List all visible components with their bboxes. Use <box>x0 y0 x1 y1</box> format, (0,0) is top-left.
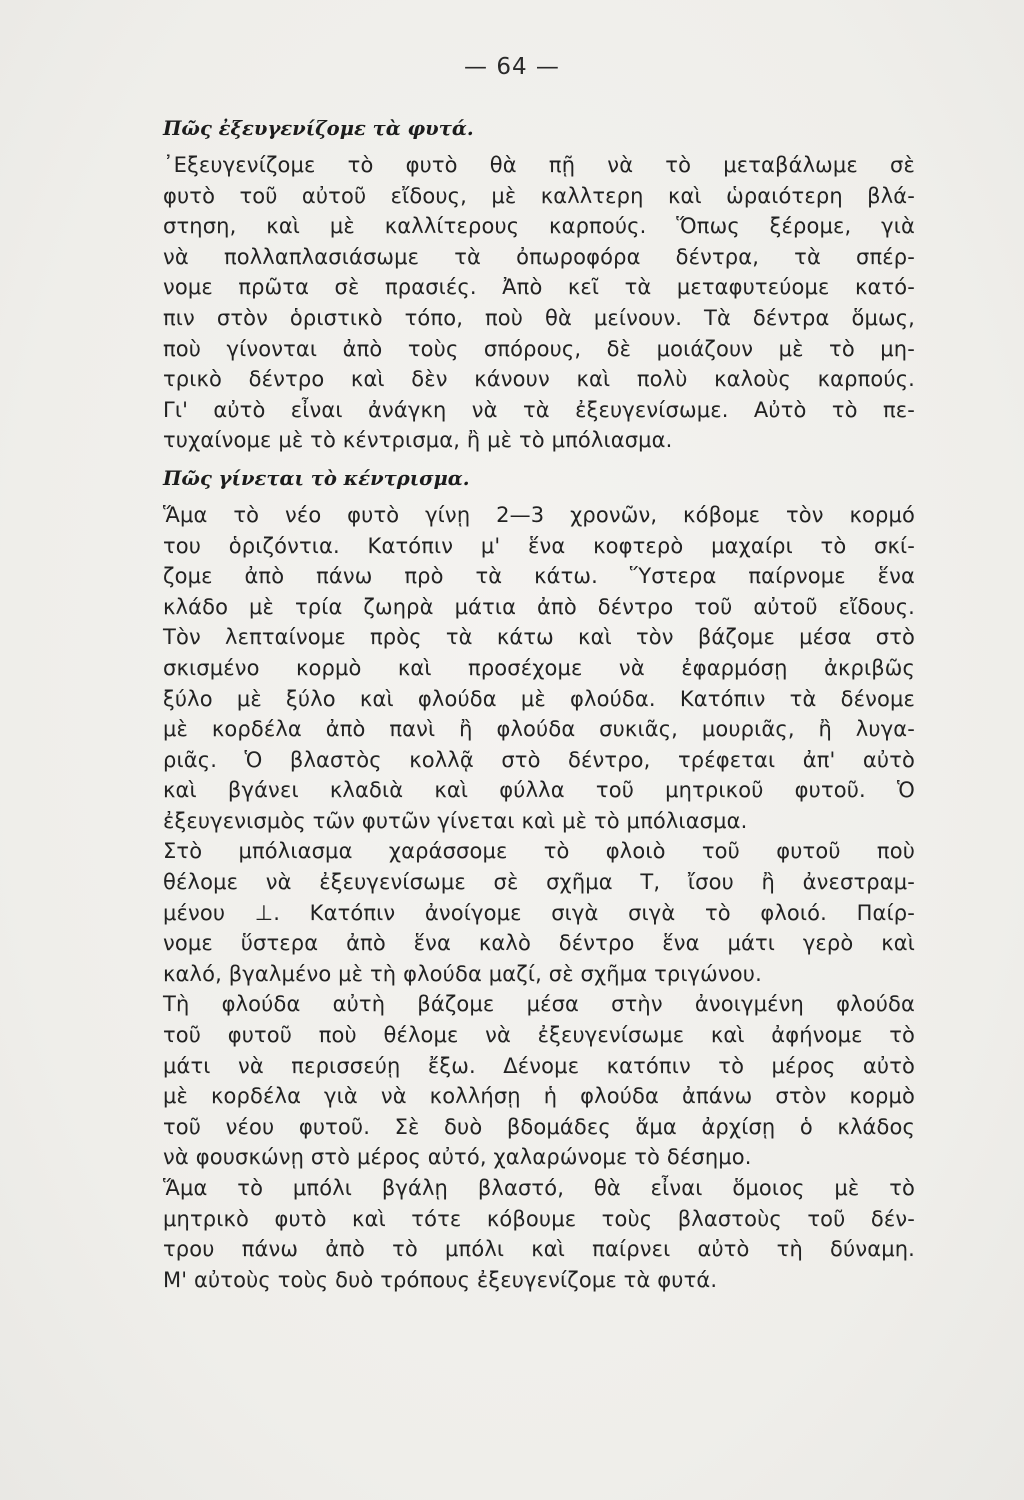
text-line: ᾿Εξευγενίζομε τὸ φυτὸ θὰ πῇ νὰ τὸ μεταβάλωμε σὲ <box>163 153 915 177</box>
text-line: τρικὸ δέντρο καὶ δὲν κάνουν καὶ πολὺ καλοὺς καρπούς. <box>163 367 915 392</box>
page-number: — 64 — <box>464 54 560 80</box>
text-line: ἐξευγενισμὸς τῶν φυτῶν γίνεται καὶ μὲ τὸ μπόλιασμα. <box>163 808 748 833</box>
text-line: μένου ⊥. Κατόπιν ἀνοίγομε σιγὰ σιγὰ τὸ φλοιό. Παίρ- <box>163 900 915 925</box>
text-line: καὶ βγάνει κλαδιὰ καὶ φύλλα τοῦ μητρικοῦ φυτοῦ. Ὁ <box>163 778 915 803</box>
text-line: Τὴ φλούδα αὐτὴ βάζομε μέσα στὴν ἀνοιγμένη φλούδα <box>163 992 915 1017</box>
text-line: Στὸ μπόλιασμα χαράσσομε τὸ φλοιὸ τοῦ φυτοῦ ποὺ <box>163 839 915 864</box>
text-line: Γι' αὐτὸ εἶναι ἀνάγκη νὰ τὰ ἐξευγενίσωμε. Αὐτὸ τὸ πε- <box>163 397 915 422</box>
section-1-paragraph <box>163 150 915 456</box>
text-line: Ἅμα τὸ νέο φυτὸ γίνῃ 2—3 χρονῶν, κόβομε τὸν κορμό <box>163 502 915 527</box>
text-line: κλάδο μὲ τρία ζωηρὰ μάτια ἀπὸ δέντρο τοῦ αὐτοῦ εἴδους. <box>163 594 915 619</box>
text-line: ποὺ γίνονται ἀπὸ τοὺς σπόρους, δὲ μοιάζουν μὲ τὸ μη- <box>163 336 915 361</box>
text-line: πιν στὸν ὁριστικὸ τόπο, ποὺ θὰ μείνουν. Τὰ δέντρα ὅμως, <box>163 305 915 330</box>
text-line: τυχαίνομε μὲ τὸ κέντρισμα, ἢ μὲ τὸ μπόλιασμα. <box>163 428 673 453</box>
text-line: ριᾶς. Ὁ βλαστὸς κολλᾷ στὸ δέντρο, τρέφεται ἀπ' αὐτὸ <box>163 747 915 772</box>
text-line: τοῦ νέου φυτοῦ. Σὲ δυὸ βδομάδες ἅμα ἀρχίσῃ ὁ κλάδος <box>163 1114 915 1139</box>
text-line: ξύλο μὲ ξύλο καὶ φλούδα μὲ φλούδα. Κατόπιν τὰ δένομε <box>163 686 915 711</box>
text-line: στηση, καὶ μὲ καλλίτερους καρπούς. Ὅπως ξέρομε, γιὰ <box>163 214 915 239</box>
text-line: ζομε ἀπὸ πάνω πρὸ τὰ κάτω. Ὕστερα παίρνομε ἕνα <box>163 564 915 589</box>
section-heading-2: Πῶς γίνεται τὸ κέντρισμα. <box>163 466 470 490</box>
text-line: μητρικὸ φυτὸ καὶ τότε κόβουμε τοὺς βλαστοὺς τοῦ δέν- <box>163 1206 915 1231</box>
text-line: Τὸν λεπταίνομε πρὸς τὰ κάτω καὶ τὸν βάζομε μέσα στὸ <box>163 625 915 650</box>
text-line: νὰ πολλαπλασιάσωμε τὰ ὀπωροφόρα δέντρα, τὰ σπέρ- <box>163 244 915 269</box>
text-line: τρου πάνω ἀπὸ τὸ μπόλι καὶ παίρνει αὐτὸ τὴ δύναμη. <box>163 1237 915 1262</box>
text-line: μάτι νὰ περισσεύῃ ἔξω. Δένομε κατόπιν τὸ μέρος αὐτὸ <box>163 1053 915 1078</box>
text-line: φυτὸ τοῦ αὐτοῦ εἴδους, μὲ καλλτερη καὶ ὡραιότερη βλά- <box>163 183 915 208</box>
text-line: νομε πρῶτα σὲ πρασιές. Ἀπὸ κεῖ τὰ μεταφυτεύομε κατό- <box>163 275 915 300</box>
text-line: θέλομε νὰ ἐξευγενίσωμε σὲ σχῆμα Τ, ἴσου ἢ ἀνεστραμ- <box>163 870 915 895</box>
text-line: καλό, βγαλμένο μὲ τὴ φλούδα μαζί, σὲ σχῆμα τριγώνου. <box>163 961 762 986</box>
text-line: Ἅμα τὸ μπόλι βγάλῃ βλαστό, θὰ εἶναι ὅμοιος μὲ τὸ <box>163 1176 915 1200</box>
text-line: σκισμένο κορμὸ καὶ προσέχομε νὰ ἐφαρμόσῃ ἀκριβῶς <box>163 655 915 680</box>
text-line: μὲ κορδέλα γιὰ νὰ κολλήσῃ ἡ φλούδα ἀπάνω στὸν κορμὸ <box>163 1084 915 1109</box>
text-line: μὲ κορδέλα ἀπὸ πανὶ ἢ φλούδα συκιᾶς, μουριᾶς, ἢ λυγα- <box>163 717 915 742</box>
text-line: τοῦ φυτοῦ ποὺ θέλομε νὰ ἐξευγενίσωμε καὶ ἀφήνομε τὸ <box>163 1023 915 1048</box>
text-line: Μ' αὐτοὺς τοὺς δυὸ τρόπους ἐξευγενίζομε τὰ φυτά. <box>163 1267 718 1292</box>
text-line: νὰ φουσκώνῃ στὸ μέρος αὐτό, χαλαρώνομε τὸ δέσημο. <box>163 1145 752 1170</box>
text-line: νομε ὕστερα ἀπὸ ἕνα καλὸ δέντρο ἕνα μάτι γερὸ καὶ <box>163 931 915 956</box>
text-line: του ὁριζόντια. Κατόπιν μ' ἕνα κοφτερὸ μαχαίρι τὸ σκί- <box>163 533 915 558</box>
text-column <box>163 116 915 1295</box>
section-heading-1: Πῶς ἐξευγενίζομε τὰ φυτά. <box>163 117 474 140</box>
section-2-paragraph <box>163 500 915 1295</box>
